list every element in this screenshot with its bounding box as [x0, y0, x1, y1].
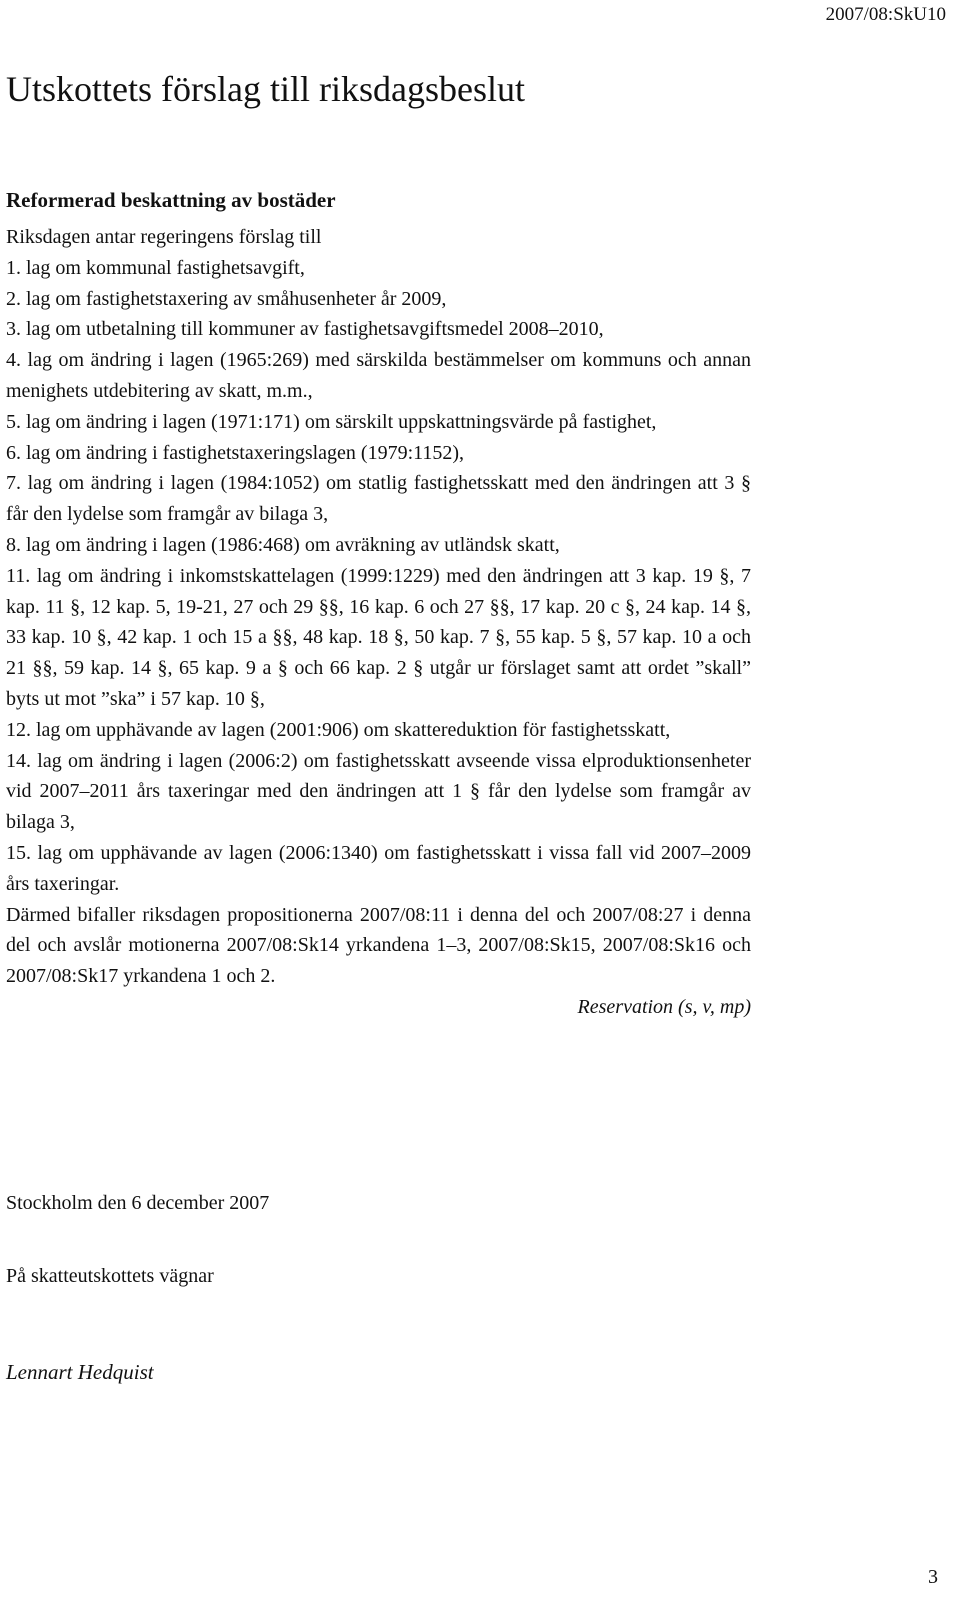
intro-text: Riksdagen antar regeringens förslag till — [6, 226, 322, 248]
place-date: Stockholm den 6 december 2007 — [6, 1192, 270, 1214]
conclusion-text: Därmed bifaller riksdagen propositionerna 2007/08:11 i denna del och 2007/08:27 i denna del och avslår motionerna 2007/08:Sk14 yrkandena 1–3, 2007/08:Sk15, 2007/08:Sk16 och 2007/08:Sk17 yrkandena 1 och 2. — [6, 903, 751, 988]
list-item: 14. lag om ändring i lagen (2006:2) om fastighetsskatt avseende vissa elproduktionsenheter vid 2007–2011 års taxeringar med den ändringen att 1 § får den lydelse som framgår av bilaga 3, — [6, 749, 751, 834]
list-item: 3. lag om utbetalning till kommuner av fastighetsavgiftsmedel 2008–2010, — [6, 318, 604, 341]
list-item: 7. lag om ändring i lagen (1984:1052) om statlig fastighetsskatt med den ändringen att 3 § får den lydelse som framgår av bilaga 3, — [6, 472, 751, 526]
list-item: 4. lag om ändring i lagen (1965:269) med särskilda bestämmelser om kommuns och annan menighets utdebitering av skatt, m.m., — [6, 349, 751, 402]
document-id: 2007/08:SkU10 — [825, 4, 946, 25]
decision-body — [6, 222, 751, 1023]
page-number: 3 — [928, 1566, 938, 1588]
page-title: Utskottets förslag till riksdagsbeslut — [6, 69, 525, 109]
list-item: 12. lag om upphävande av lagen (2001:906) om skattereduktion för fastighetsskatt, — [6, 718, 671, 741]
list-item: 6. lag om ändring i fastighetstaxeringslagen (1979:1152), — [6, 441, 465, 464]
list-item: 11. lag om ändring i inkomstskattelagen (1999:1229) med den ändringen att 3 kap. 19 §, 7 kap. 11 §, 12 kap. 5, 19-21, 27 och 29 §§, 16 kap. 6 och 27 §§, 17 kap. 20 c §, 24 kap. 14 §, 33 kap. 10 §, 42 kap. 1 och 15 a §§, 48 kap. 18 §, 50 kap. 7 §, 55 kap. 5 §, 57 kap. 10 a och 21 §§, 59 kap. 14 §, 65 kap. 9 a § och 66 kap. 2 § utgår ur förslaget samt att ordet ”skall” byts ut mot ”ska” i 57 kap. 10 §, — [6, 564, 751, 710]
section-heading: Reformerad beskattning av bostäder — [6, 188, 336, 212]
committee-line: På skatteutskottets vägnar — [6, 1265, 214, 1287]
list-item: 2. lag om fastighetstaxering av småhusenheter år 2009, — [6, 287, 447, 310]
list-item: 1. lag om kommunal fastighetsavgift, — [6, 256, 305, 279]
list-item: 15. lag om upphävande av lagen (2006:1340) om fastighetsskatt i vissa fall vid 2007–2009 års taxeringar. — [6, 841, 751, 895]
list-item: 8. lag om ändring i lagen (1986:468) om avräkning av utländsk skatt, — [6, 533, 560, 556]
list-item: 5. lag om ändring i lagen (1971:171) om särskilt uppskattningsvärde på fastighet, — [6, 410, 657, 433]
signature: Lennart Hedquist — [6, 1360, 154, 1384]
reservation-note: Reservation (s, v, mp) — [577, 995, 751, 1018]
